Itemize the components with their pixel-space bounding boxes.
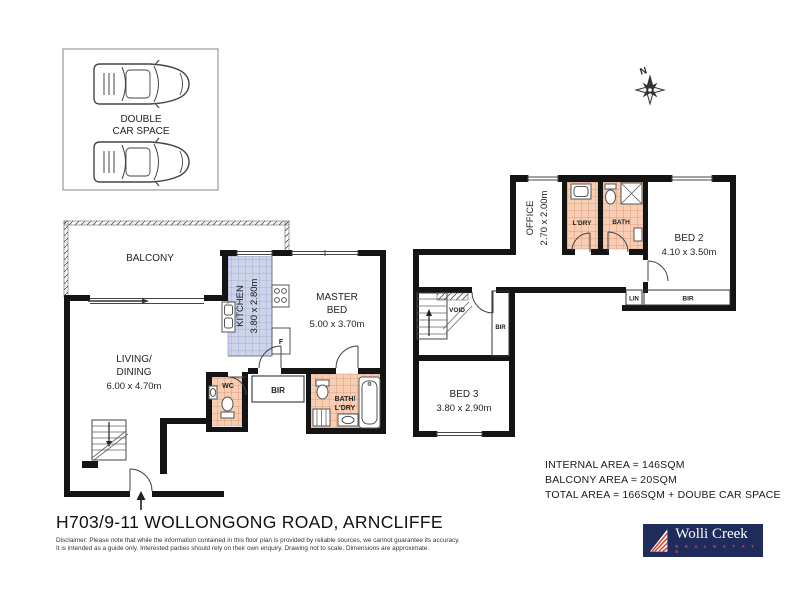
shower-icon xyxy=(621,183,642,204)
disclaimer-line1: Disclaimer: Please note that while the information contained in this floor plan is provided by reliable sources, we cannot guarantee its accuracy. xyxy=(56,537,460,544)
car-space-label-line2: CAR SPACE xyxy=(112,126,170,137)
kitchen-window xyxy=(237,250,272,256)
washing-machine-icon xyxy=(313,409,330,426)
void-railing xyxy=(437,293,468,300)
linen-label: LIN xyxy=(629,296,639,303)
property-address-title: H703/9-11 WOLLONGONG ROAD, ARNCLIFFE xyxy=(56,512,443,532)
master-label-2: BED xyxy=(326,305,348,316)
office-label: OFFICE xyxy=(525,200,536,236)
bed2-door xyxy=(648,261,668,281)
bath-ldry-label-1: BATH/ xyxy=(334,396,356,403)
bath-door xyxy=(336,346,358,368)
area-summary xyxy=(545,458,781,502)
bath-toilet-icon xyxy=(316,380,329,399)
ldry-label: L'DRY xyxy=(572,220,592,227)
disclaimer-text xyxy=(56,537,631,553)
car-icon-top xyxy=(94,60,189,108)
hall-bir-closet xyxy=(492,291,509,356)
master-bed-window xyxy=(292,250,358,256)
total-area-text: TOTAL AREA = 166SQM + DOUBE CAR SPACE xyxy=(545,488,781,501)
living-label-1: LIVING/ xyxy=(116,354,152,365)
car-icon-bottom xyxy=(94,138,189,186)
office-window xyxy=(528,175,558,182)
bath-upper-sink-icon xyxy=(634,228,642,241)
bed2-bir-label: BIR xyxy=(682,295,694,303)
lower-plan-tiled-floors xyxy=(211,256,382,430)
compass-north-label: N xyxy=(638,65,649,78)
bed3-window xyxy=(437,431,482,437)
stairs-lower-icon xyxy=(92,420,128,460)
wc-sink-icon xyxy=(209,386,217,399)
void-label: VOID xyxy=(449,307,465,314)
bathtub-icon xyxy=(359,377,380,428)
bath-upper-label: BATH xyxy=(612,219,630,226)
lower-plan-windows xyxy=(237,250,358,256)
office-dims: 2.70 x 2.00m xyxy=(539,190,550,246)
entry-arrow-icon xyxy=(137,491,146,500)
agency-logo-tagline: R E A L E S T A T E xyxy=(675,544,757,555)
hall-bir-label: BIR xyxy=(495,325,506,331)
agency-logo-name: Wolli Creek xyxy=(675,525,748,542)
bed2-window xyxy=(672,175,712,182)
bir-lower-label: BIR xyxy=(271,386,285,395)
kitchen-sink-icon xyxy=(222,300,235,332)
master-dims: 5.00 x 3.70m xyxy=(309,319,365,330)
agency-logo-icon xyxy=(648,527,669,554)
bed2-label: BED 2 xyxy=(674,233,704,244)
compass-icon xyxy=(636,65,664,104)
bed3-dims: 3.80 x 2.90m xyxy=(436,403,492,414)
balcony-area-text: BALCONY AREA = 20SQM xyxy=(545,473,677,486)
bath-vanity-icon xyxy=(338,414,358,426)
disclaimer-line2: It is intended as a guide only. Interested parties should rely on their own enquiry. Drawing not to scale. Dimensions are approximate. xyxy=(56,545,430,553)
internal-area-text: INTERNAL AREA = 146SQM xyxy=(545,459,685,471)
balcony-label: BALCONY xyxy=(126,253,174,264)
wc-label: WC xyxy=(222,383,234,390)
master-label-1: MASTER xyxy=(316,292,358,303)
bath-ldry-label-2: L'DRY xyxy=(334,405,356,412)
living-dims: 6.00 x 4.70m xyxy=(106,381,162,392)
agency-logo xyxy=(643,524,763,557)
fridge-label: F xyxy=(278,339,284,346)
entry-door xyxy=(130,469,152,510)
void-door xyxy=(472,291,493,313)
stair-treads-upper xyxy=(417,299,447,334)
car-space-diagram xyxy=(63,49,218,190)
bath-upper-toilet-icon xyxy=(605,184,616,204)
car-space-label-line1: DOUBLE xyxy=(120,114,162,125)
balcony-sliding-door xyxy=(88,299,204,304)
stairs-upper-icon xyxy=(417,293,472,339)
stove-icon xyxy=(272,285,289,307)
kitchen-dims: 3.80 x 2.80m xyxy=(249,278,260,334)
bed3-label: BED 3 xyxy=(449,389,479,400)
living-label-2: DINING xyxy=(116,367,152,378)
bed2-dims: 4.10 x 3.50m xyxy=(661,247,717,258)
kitchen-label: KITCHEN xyxy=(235,285,246,327)
wc-toilet-icon xyxy=(221,397,234,418)
